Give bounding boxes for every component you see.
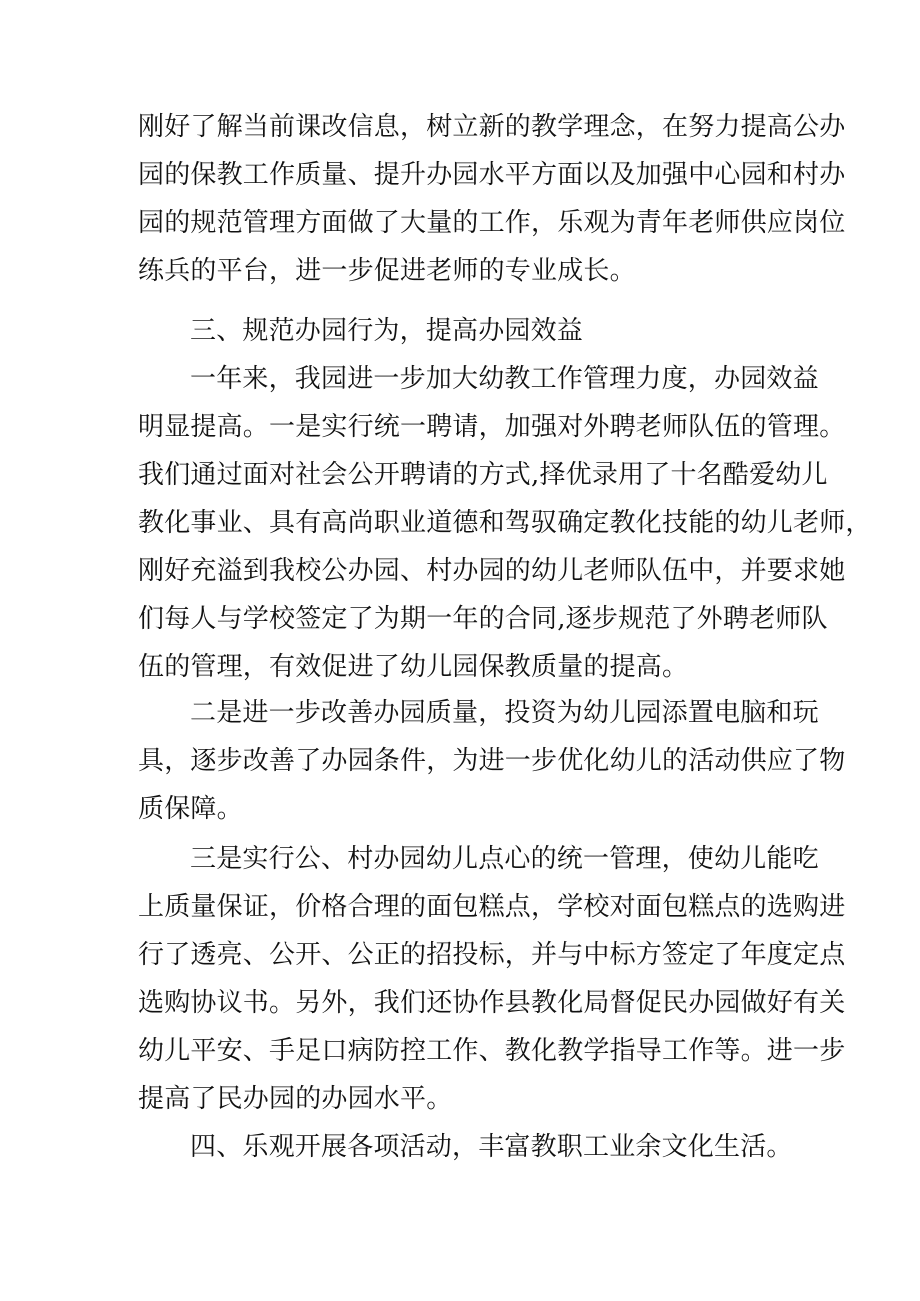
paragraph-line: 伍的管理，有效促进了幼儿园保教质量的提高。 <box>138 652 689 682</box>
paragraph-line: 练兵的平台，进一步促进老师的专业成长。 <box>138 256 636 286</box>
section-heading: 三、规范办园行为，提高办园效益 <box>190 316 584 346</box>
paragraph-line: 提高了民办园的办园水平。 <box>138 1084 453 1114</box>
paragraph-line: 行了透亮、公开、公正的招投标，并与中标方签定了年度定点 <box>138 940 846 970</box>
paragraph-line: 二是进一步改善办园质量，投资为幼儿园添置电脑和玩 <box>190 698 819 728</box>
paragraph-line: 园的保教工作质量、提升办园水平方面以及加强中心园和村办 <box>138 160 846 190</box>
paragraph-line: 具，逐步改善了办园条件，为进一步优化幼儿的活动供应了物 <box>138 746 846 776</box>
paragraph-line: 一年来，我园进一步加大幼教工作管理力度，办园效益 <box>190 364 819 394</box>
section-heading: 四、乐观开展各项活动，丰富教职工业余文化生活。 <box>190 1132 793 1162</box>
paragraph-line: 刚好充溢到我校公办园、村办园的幼儿老师队伍中，并要求她 <box>138 556 846 586</box>
paragraph-line: 幼儿平安、手足口病防控工作、教化教学指导工作等。进一步 <box>138 1036 846 1066</box>
paragraph-line: 上质量保证，价格合理的面包糕点，学校对面包糕点的选购进 <box>138 892 846 922</box>
paragraph-line: 明显提高。一是实行统一聘请，加强对外聘老师队伍的管理。 <box>138 412 846 442</box>
paragraph-line: 们每人与学校签定了为期一年的合同,逐步规范了外聘老师队 <box>138 604 828 634</box>
paragraph-line: 我们通过面对社会公开聘请的方式,择优录用了十名酷爱幼儿 <box>138 460 828 490</box>
paragraph-line: 选购协议书。另外，我们还协作县教化局督促民办园做好有关 <box>138 988 846 1018</box>
paragraph-line: 教化事业、具有高尚职业道德和驾驭确定教化技能的幼儿老师， <box>138 508 872 538</box>
paragraph-line: 园的规范管理方面做了大量的工作，乐观为青年老师供应岗位 <box>138 208 846 238</box>
paragraph-line: 三是实行公、村办园幼儿点心的统一管理，使幼儿能吃 <box>190 844 819 874</box>
paragraph-line: 刚好了解当前课改信息，树立新的教学理念，在努力提高公办 <box>138 112 846 142</box>
paragraph-line: 质保障。 <box>138 794 243 824</box>
